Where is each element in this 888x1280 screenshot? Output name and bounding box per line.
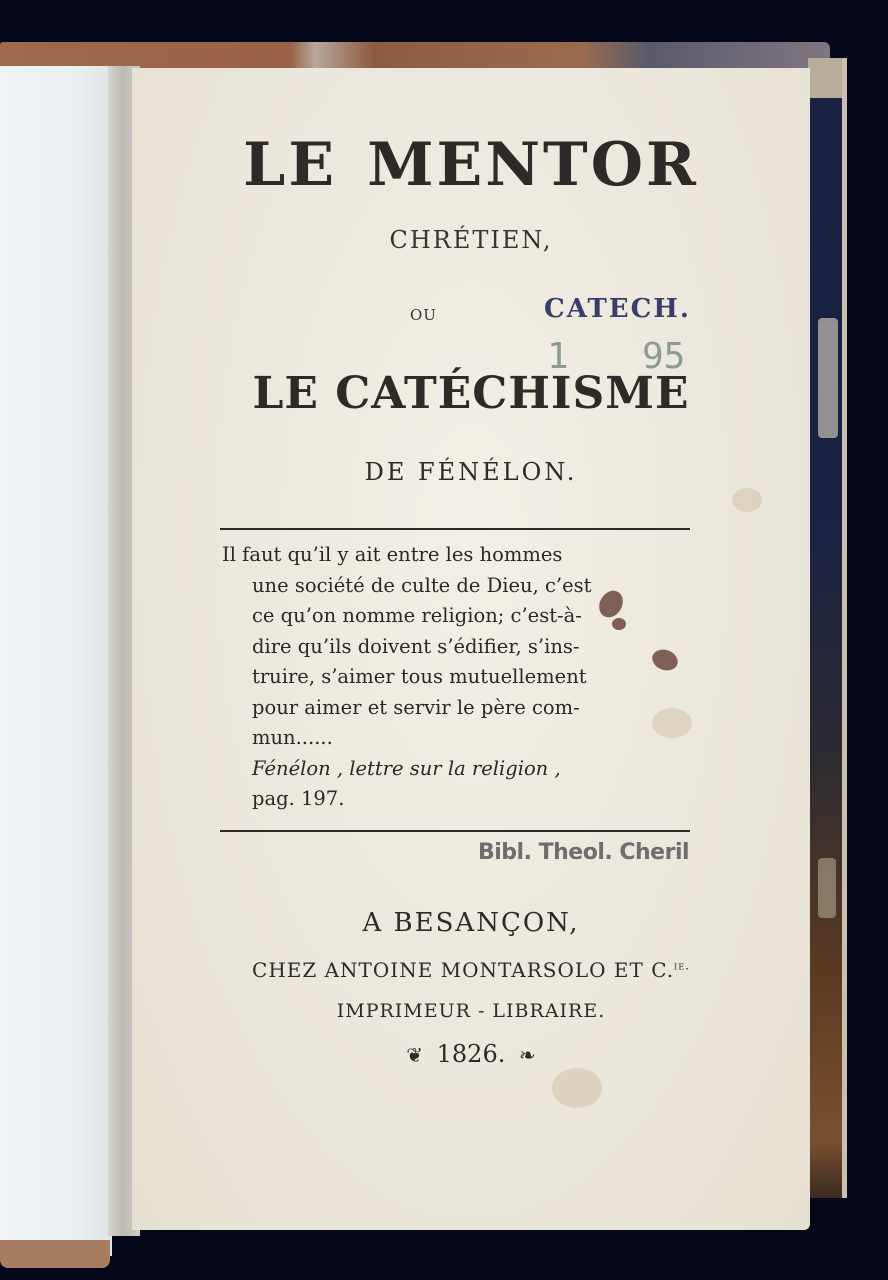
connector-ou: OU — [410, 306, 437, 324]
library-stamp: Bibl. Theol. Cheril — [478, 840, 690, 865]
imprint-year-line — [132, 1040, 810, 1068]
bottom-binding-corner — [0, 1240, 110, 1268]
epigraph-line: mun...... — [252, 726, 333, 749]
epigraph-line: dire qu’ils doivent s’édifier, s’ins- — [252, 634, 580, 658]
stain — [612, 618, 626, 630]
imprint-year: 1826. — [436, 1040, 506, 1068]
top-binding-edge — [0, 42, 830, 68]
title-line-2: CHRÉTIEN, — [389, 226, 553, 254]
fleuron-right-icon: ❧ — [519, 1043, 536, 1067]
title-page — [132, 68, 810, 1230]
shelf-number-stamp-2: 95 — [642, 336, 686, 377]
epigraph-line: pour aimer et servir le père com- — [252, 695, 580, 719]
fleuron-left-icon: ❦ — [406, 1043, 423, 1067]
catalog-stamp: CATECH. — [544, 294, 691, 324]
epigraph-attribution: Fénélon , lettre sur la religion , — [252, 756, 561, 780]
imprint-role: IMPRIMEUR - LIBRAIRE. — [336, 1000, 606, 1022]
epigraph-line: une société de culte de Dieu, c’est — [252, 573, 592, 597]
right-binding-edge — [808, 58, 847, 1198]
epigraph-line: truire, s’aimer tous mutuellement — [252, 665, 587, 688]
epigraph-line: ce qu’on nomme religion; c’est-à- — [252, 604, 582, 627]
epigraph — [222, 540, 697, 815]
title-line-1: LE MENTOR — [243, 130, 699, 200]
imprint-city: A BESANÇON, — [362, 908, 580, 938]
rule-top — [220, 528, 690, 530]
shelf-number-stamp-1: 1 — [547, 336, 569, 377]
left-flyleaf — [0, 66, 112, 1256]
imprint-printer: CHEZ ANTOINE MONTARSOLO ET C.$^{ie.}$ — [252, 958, 690, 982]
title-line-3: LE CATÉCHISME — [252, 368, 690, 419]
epigraph-page-ref: pag. 197. — [252, 787, 345, 810]
epigraph-line: Il faut qu’il y ait entre les hommes — [222, 543, 563, 566]
rule-bottom — [220, 830, 690, 832]
title-line-4: DE FÉNÉLON. — [364, 458, 578, 486]
